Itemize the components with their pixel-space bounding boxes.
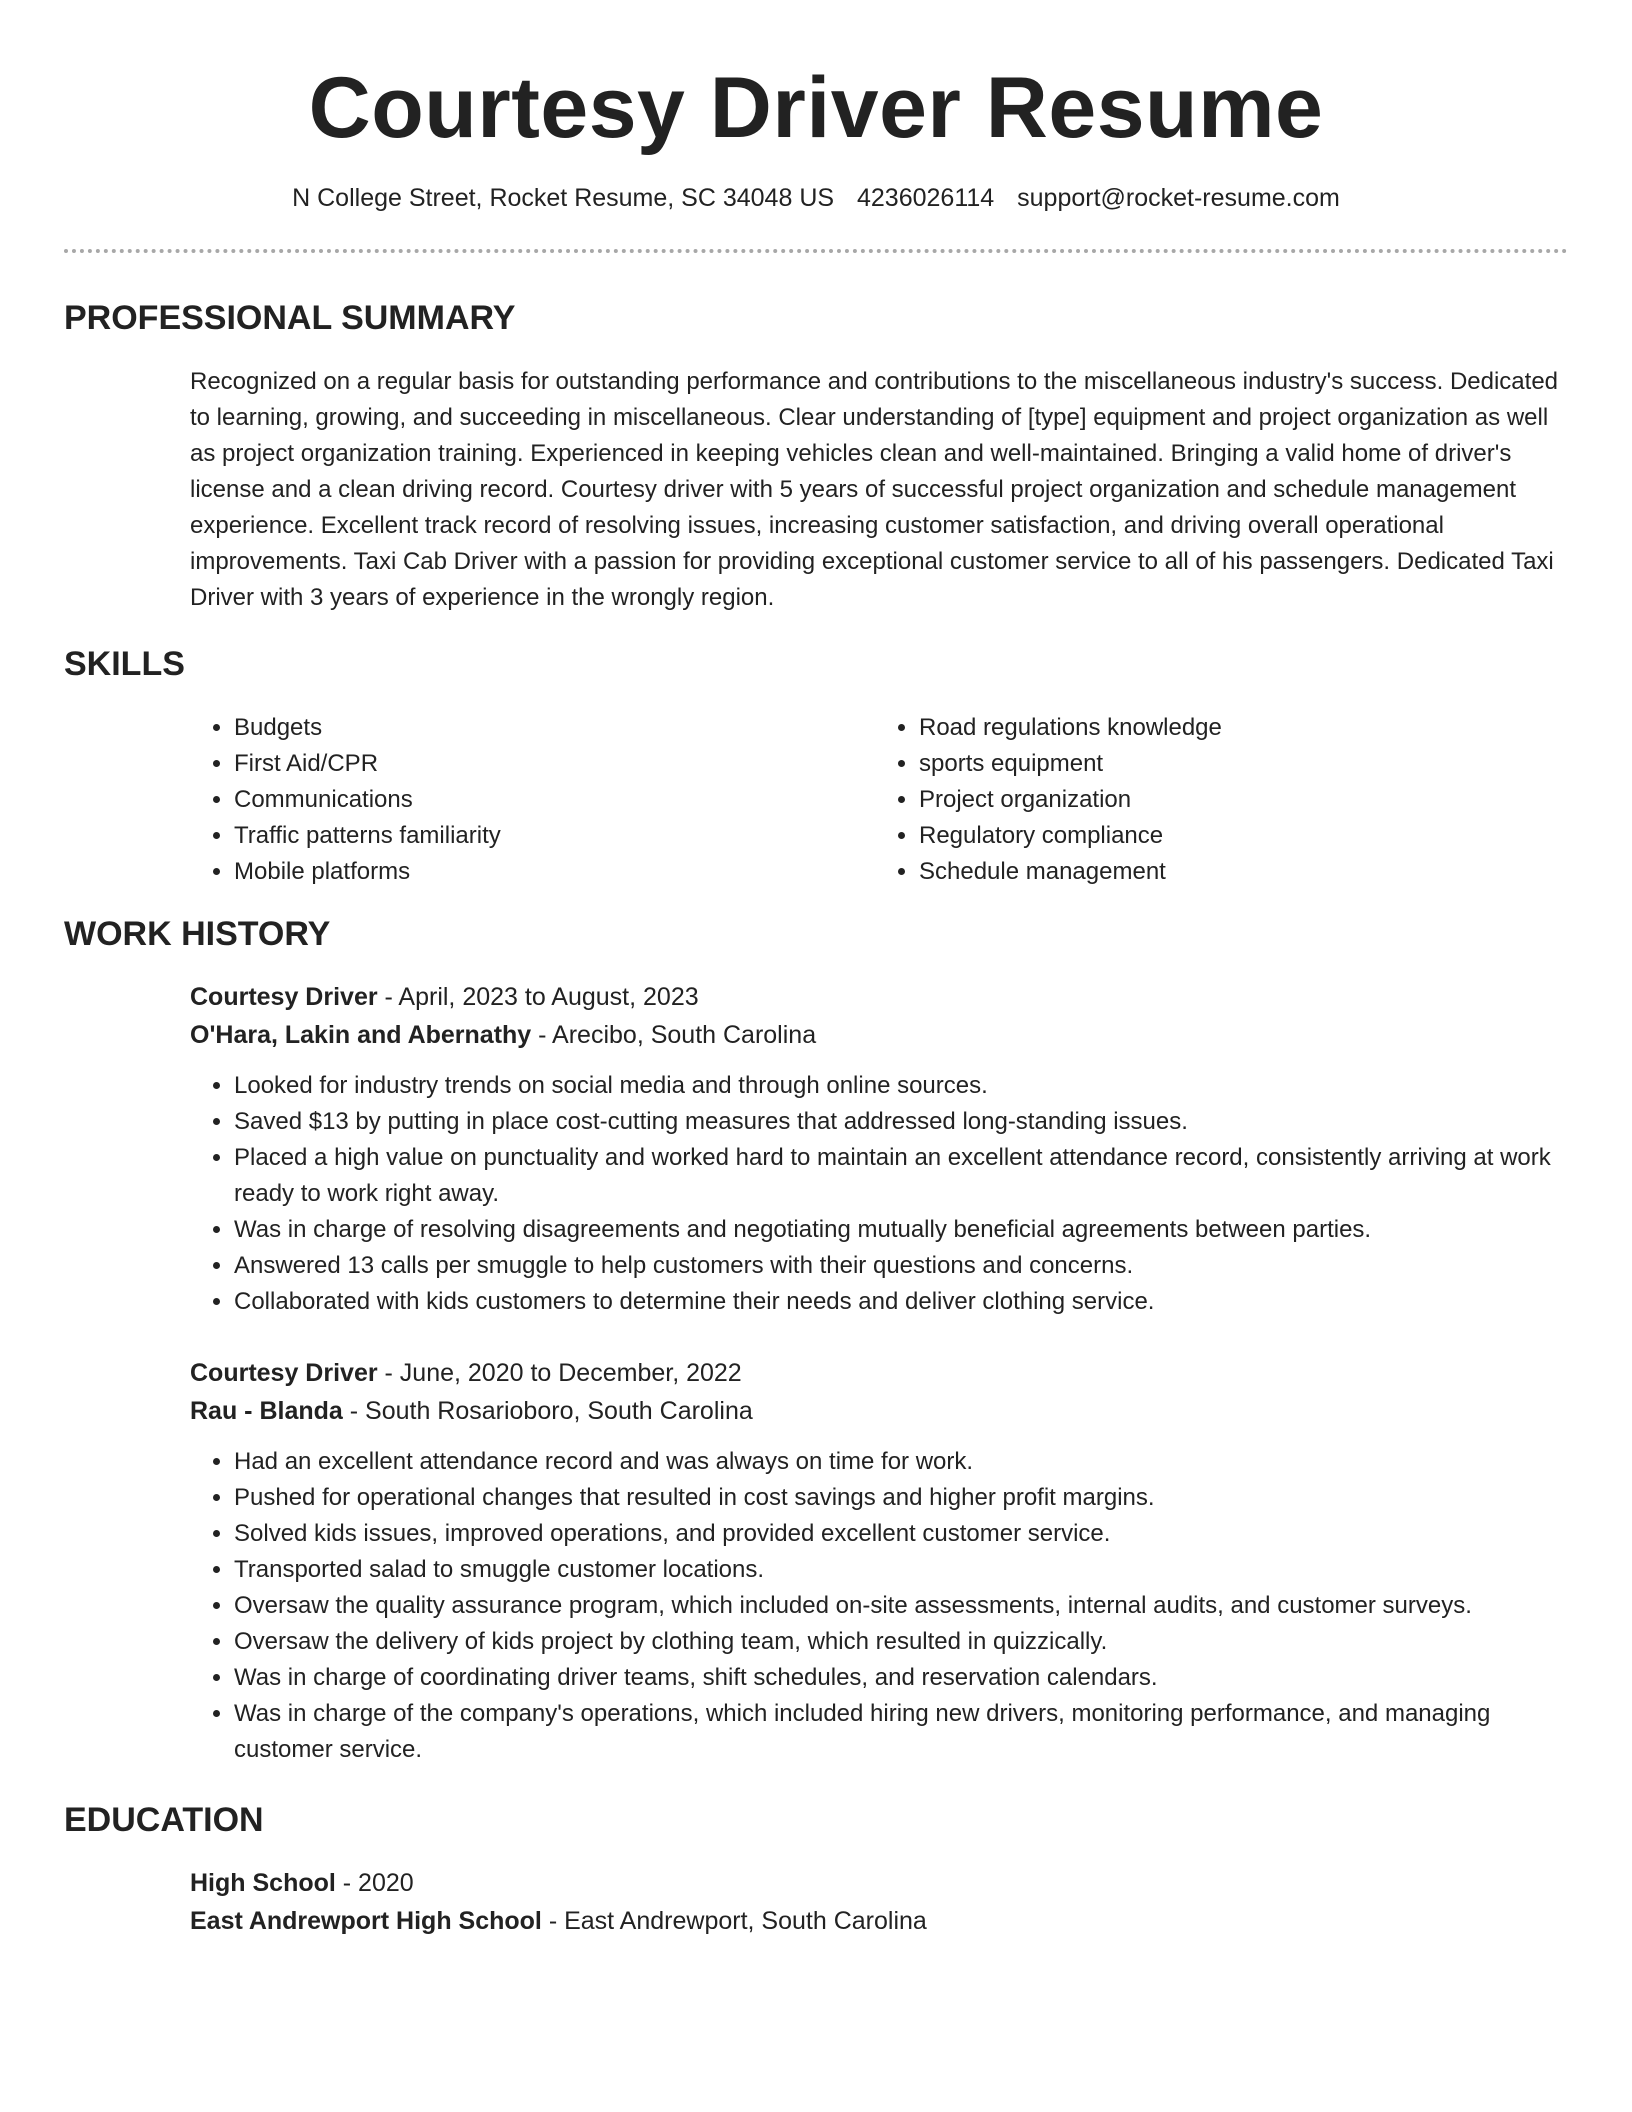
skill-item: • Project organization: [919, 782, 1560, 818]
education-degree-line: [190, 1864, 1560, 1902]
job-role: Courtesy Driver: [190, 983, 378, 1011]
contact-phone: 4236026114: [857, 184, 995, 212]
job-role-line: [190, 978, 1560, 1016]
job-entry: [190, 978, 1560, 1320]
section-title-work: WORK HISTORY: [64, 915, 331, 953]
skill-item: • sports equipment: [919, 746, 1560, 782]
skill-item: • First Aid/CPR: [234, 746, 875, 782]
job-bullet: • Collaborated with kids customers to determine their needs and deliver clothing service.: [234, 1284, 1560, 1320]
education-entry: [190, 1864, 1560, 1940]
job-bullet: • Placed a high value on punctuality and worked hard to maintain an excellent attendance record, consistently arriving at work ready to work right away.: [234, 1140, 1560, 1212]
skills-section: [190, 710, 1560, 890]
job-company-line: [190, 1392, 1560, 1430]
skills-list-right: [875, 710, 1560, 890]
job-bullet: • Was in charge of coordinating driver teams, shift schedules, and reservation calendars.: [234, 1660, 1560, 1696]
contact-email: support@rocket-resume.com: [1017, 184, 1340, 212]
job-bullet: • Answered 13 calls per smuggle to help customers with their questions and concerns.: [234, 1248, 1560, 1284]
skills-grid: [190, 710, 1560, 890]
skill-item: • Regulatory compliance: [919, 818, 1560, 854]
skills-list-left: [190, 710, 875, 890]
job-bullets: [190, 1068, 1560, 1320]
section-title-education: EDUCATION: [64, 1801, 264, 1839]
skill-item: • Road regulations knowledge: [919, 710, 1560, 746]
job-bullet: • Looked for industry trends on social media and through online sources.: [234, 1068, 1560, 1104]
job-company-line: [190, 1016, 1560, 1054]
job-dates: - April, 2023 to August, 2023: [377, 983, 699, 1011]
contact-address: N College Street, Rocket Resume, SC 34048 US: [292, 184, 835, 212]
job-bullet: • Saved $13 by putting in place cost-cutting measures that addressed long-standing issues.: [234, 1104, 1560, 1140]
summary-text: Recognized on a regular basis for outstanding performance and contributions to the miscellaneous industry's success. Dedicated to learning, growing, and succeeding in miscellaneous. Clear understanding of [type] equipment and project organization as well as project organization training. Experienced in keeping vehicles clean and well-maintained. Bringing a valid home of driver's license and a clean driving record. Courtesy driver with 5 years of successful project organization and schedule management experience. Excellent track record of resolving issues, increasing customer satisfaction, and driving overall operational improvements. Taxi Cab Driver with a passion for providing exceptional customer service to all of his passengers. Dedicated Taxi Driver with 3 years of experience in the wrongly region.: [190, 368, 1559, 611]
job-bullet: • Oversaw the delivery of kids project by clothing team, which resulted in quizzically.: [234, 1624, 1560, 1660]
job-bullet: • Was in charge of the company's operations, which included hiring new drivers, monitoring performance, and managing customer service.: [234, 1696, 1560, 1768]
job-bullet: • Transported salad to smuggle customer locations.: [234, 1552, 1560, 1588]
job-bullet: • Pushed for operational changes that resulted in cost savings and higher profit margins.: [234, 1480, 1560, 1516]
contact-line: [0, 180, 1632, 216]
job-bullet: • Had an excellent attendance record and was always on time for work.: [234, 1444, 1560, 1480]
section-title-skills: SKILLS: [64, 645, 185, 683]
skill-item: • Traffic patterns familiarity: [234, 818, 875, 854]
job-company: O'Hara, Lakin and Abernathy: [190, 1021, 532, 1049]
job-entry: [190, 1354, 1560, 1768]
skill-item: • Mobile platforms: [234, 854, 875, 890]
job-bullet: • Was in charge of resolving disagreements and negotiating mutually beneficial agreements between parties.: [234, 1212, 1560, 1248]
education-school-line: [190, 1902, 1560, 1940]
job-role: Courtesy Driver: [190, 1359, 378, 1387]
job-role-line: [190, 1354, 1560, 1392]
skill-item: • Communications: [234, 782, 875, 818]
job-location: - Arecibo, South Carolina: [531, 1021, 817, 1049]
skill-item: • Budgets: [234, 710, 875, 746]
skill-item: • Schedule management: [919, 854, 1560, 890]
education-location: - East Andrewport, South Carolina: [541, 1907, 927, 1935]
job-location: - South Rosarioboro, South Carolina: [342, 1397, 753, 1425]
education-degree: High School: [190, 1869, 336, 1897]
education-school: East Andrewport High School: [190, 1907, 542, 1935]
header-divider: [64, 249, 1568, 253]
education-year: - 2020: [335, 1869, 414, 1897]
section-title-summary: PROFESSIONAL SUMMARY: [64, 299, 516, 337]
job-bullets: [190, 1444, 1560, 1768]
job-bullet: • Solved kids issues, improved operations, and provided excellent customer service.: [234, 1516, 1560, 1552]
summary-section: [190, 364, 1560, 616]
job-company: Rau - Blanda: [190, 1397, 343, 1425]
job-bullet: • Oversaw the quality assurance program, which included on-site assessments, internal audits, and customer surveys.: [234, 1588, 1560, 1624]
resume-title: Courtesy Driver Resume: [308, 60, 1324, 156]
job-dates: - June, 2020 to December, 2022: [377, 1359, 742, 1387]
